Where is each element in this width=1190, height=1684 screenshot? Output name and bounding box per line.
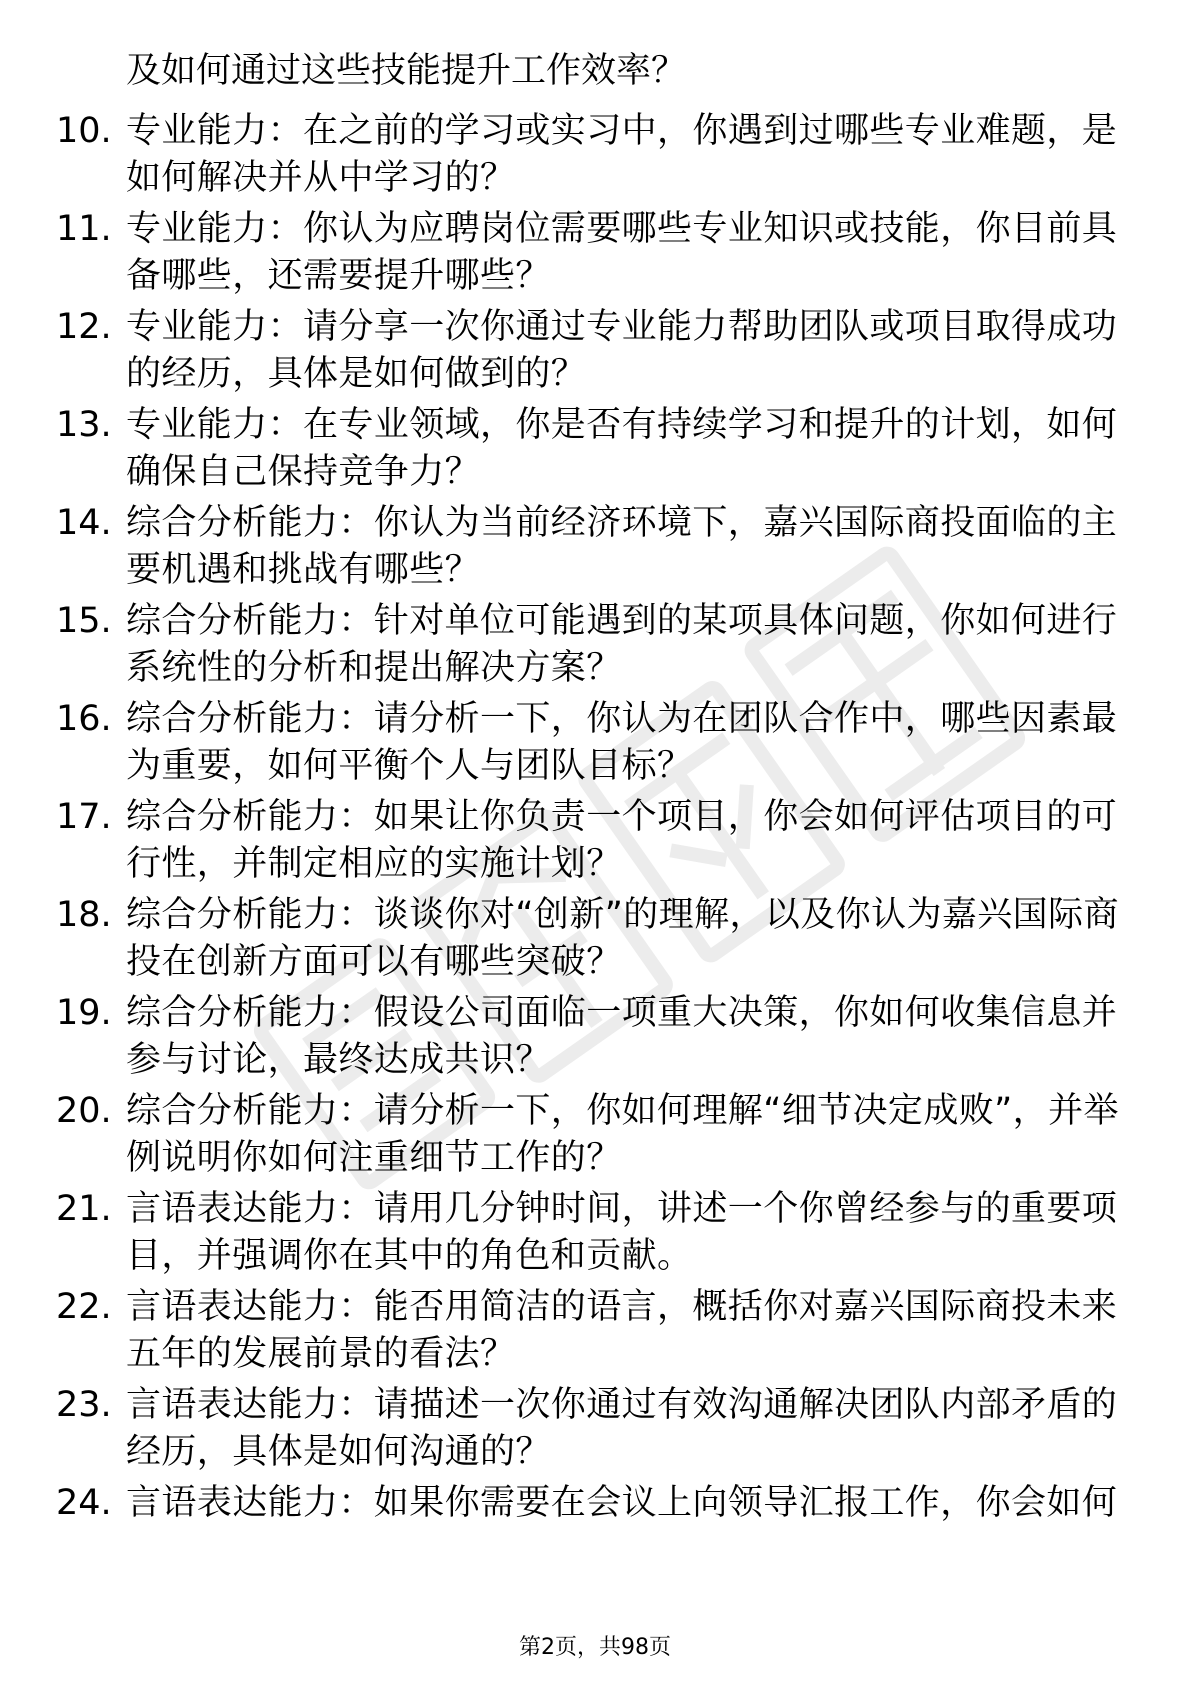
question-item [0,1480,1190,1578]
question-item [0,1088,1190,1186]
question-text [126,1186,1116,1280]
question-text-line: 备哪些，还需要提升哪些？ [126,256,551,296]
question-number: 10. [56,111,112,151]
question-number: 17. [56,797,112,837]
page-footer: 第2页，共98页 [519,1635,671,1660]
question-number: 21. [56,1189,112,1229]
question-number: 20. [56,1091,112,1131]
question-item [0,1186,1190,1284]
question-number: 14. [56,503,112,543]
question-list [0,108,1190,1578]
question-text-line: 的经历，具体是如何做到的？ [126,354,587,394]
question-text-line: 要机遇和挑战有哪些？ [126,550,481,590]
question-item [0,402,1190,500]
question-number: 23. [56,1385,112,1425]
question-text-line: 言语表达能力：如果你需要在会议上向领导汇报工作，你会如何 [126,1483,1118,1523]
question-text [126,598,1116,692]
continuation-text: 及如何通过这些技能提升工作效率？ [126,51,687,91]
question-text [126,500,1116,594]
question-text [126,402,1116,496]
question-text [126,892,1119,986]
question-text [126,696,1116,790]
question-text-line: 言语表达能力：请描述一次你通过有效沟通解决团队内部矛盾的 [126,1385,1118,1425]
question-text [126,108,1116,202]
question-number: 19. [56,993,112,1033]
question-text-line: 专业能力：在专业领域，你是否有持续学习和提升的计划，如何 [126,405,1118,445]
question-text-line: 综合分析能力：请分析一下，你如何理解“细节决定成败”，并举 [126,1091,1119,1131]
question-text-line: 系统性的分析和提出解决方案？ [126,648,622,688]
question-text [126,1480,1116,1527]
question-text-line: 综合分析能力：针对单位可能遇到的某项具体问题，你如何进行 [126,601,1118,641]
question-text-line: 目，并强调你在其中的角色和贡献。 [126,1236,693,1276]
question-item [0,990,1190,1088]
question-number: 16. [56,699,112,739]
question-text-line: 综合分析能力：假设公司面临一项重大决策，你如何收集信息并 [126,993,1118,1033]
question-text-line: 投在创新方面可以有哪些突破？ [126,942,622,982]
question-item [0,696,1190,794]
question-item [0,892,1190,990]
question-item [0,108,1190,206]
question-text [126,1284,1116,1378]
question-item [0,598,1190,696]
question-text-line: 五年的发展前景的看法？ [126,1334,516,1374]
question-text-line: 专业能力：你认为应聘岗位需要哪些专业知识或技能，你目前具 [126,209,1118,249]
question-item [0,1382,1190,1480]
question-text-line: 为重要，如何平衡个人与团队目标？ [126,746,693,786]
question-text [126,1382,1116,1476]
question-number: 15. [56,601,112,641]
question-number: 13. [56,405,112,445]
question-text-line: 参与讨论，最终达成共识？ [126,1040,551,1080]
question-text-line: 综合分析能力：谈谈你对“创新”的理解，以及你认为嘉兴国际商 [126,895,1119,935]
question-text [126,206,1116,300]
question-item [0,304,1190,402]
question-text-line: 言语表达能力：请用几分钟时间，讲述一个你曾经参与的重要项 [126,1189,1118,1229]
question-text-line: 言语表达能力：能否用简洁的语言，概括你对嘉兴国际商投未来 [126,1287,1118,1327]
question-text-line: 综合分析能力：你认为当前经济环境下，嘉兴国际商投面临的主 [126,503,1118,543]
question-text-line: 综合分析能力：如果让你负责一个项目，你会如何评估项目的可 [126,797,1118,837]
question-number: 22. [56,1287,112,1327]
question-text-line: 专业能力：请分享一次你通过专业能力帮助团队或项目取得成功 [126,307,1118,347]
question-text [126,990,1116,1084]
question-number: 18. [56,895,112,935]
question-text-line: 专业能力：在之前的学习或实习中，你遇到过哪些专业难题，是 [126,111,1118,151]
question-item [0,1284,1190,1382]
question-text [126,304,1116,398]
question-text-line: 如何解决并从中学习的？ [126,158,516,198]
question-item [0,794,1190,892]
question-text-line: 确保自己保持竞争力？ [126,452,481,492]
question-text-line: 综合分析能力：请分析一下，你认为在团队合作中，哪些因素最 [126,699,1118,739]
question-text-line: 经历，具体是如何沟通的？ [126,1432,551,1472]
question-text [126,794,1116,888]
question-number: 11. [56,209,112,249]
question-text-line: 例说明你如何注重细节工作的？ [126,1138,622,1178]
question-text-line: 行性，并制定相应的实施计划？ [126,844,622,884]
question-item [0,206,1190,304]
question-item [0,500,1190,598]
question-number: 12. [56,307,112,347]
question-text [126,1088,1119,1182]
question-number: 24. [56,1483,112,1523]
